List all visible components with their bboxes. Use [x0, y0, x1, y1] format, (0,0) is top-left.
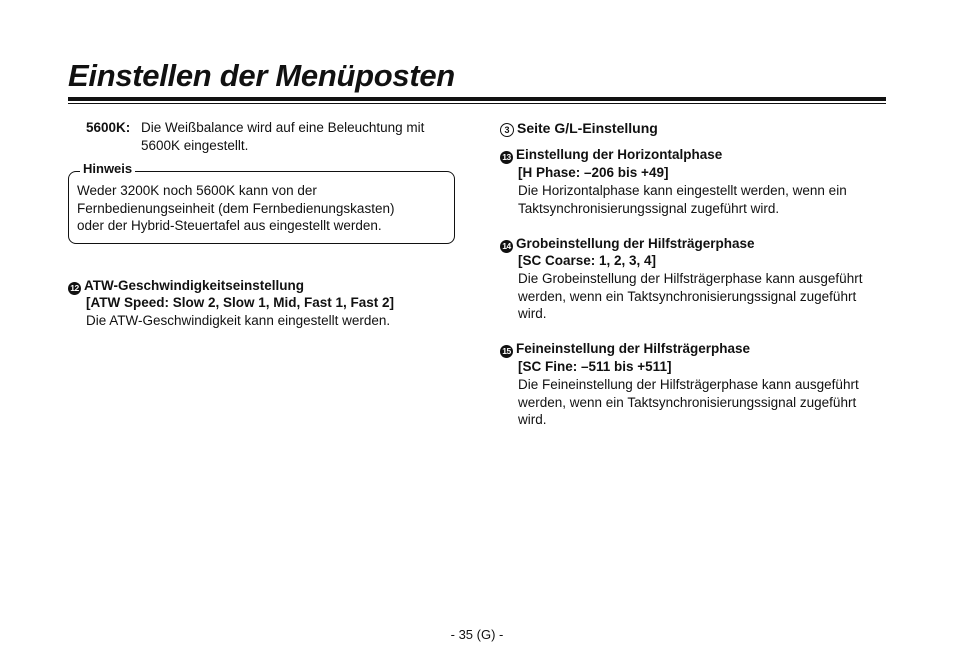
- item-13-heading: Einstellung der Horizontalphase: [516, 147, 723, 162]
- item-13-text: Die Horizontalphase kann eingestellt werden, wenn ein Taktsynchronisierungssignal zugeführt wird.: [518, 183, 847, 216]
- item-number-14-icon: 14: [500, 240, 513, 253]
- section-heading-line: [500, 120, 658, 138]
- k5600-label: 5600K:: [86, 120, 131, 135]
- item-number-13-icon: 13: [500, 151, 513, 164]
- atw-range: [ATW Speed: Slow 2, Slow 1, Mid, Fast 1, Fast 2]: [86, 295, 395, 310]
- item-15-heading-line: [500, 340, 750, 358]
- item-15-heading: Feineinstellung der Hilfsträgerphase: [516, 341, 751, 356]
- item-14-heading: Grobeinstellung der Hilfsträgerphase: [516, 236, 755, 251]
- hinweis-text: Weder 3200K noch 5600K kann von der Fernbedienungseinheit (dem Fernbedienungskasten) oder der Hybrid-Steuertafel aus eingestellt werden.: [77, 183, 395, 233]
- item-13-heading-line: [500, 146, 722, 164]
- hinweis-label: Hinweis: [80, 161, 135, 176]
- section-number-3-icon: 3: [500, 123, 514, 137]
- atw-heading-line: [68, 277, 304, 295]
- item-15-text: Die Feineinstellung der Hilfsträgerphase kann ausgeführt werden, wenn ein Taktsynchronisierungssignal zugeführt wird.: [518, 377, 859, 427]
- title-rule-thin: [68, 103, 886, 104]
- atw-text: Die ATW-Geschwindigkeit kann eingestellt werden.: [86, 313, 391, 328]
- item-14-heading-line: [500, 235, 755, 253]
- title-rule-thick: [68, 97, 886, 101]
- page-number: - 35 (G) -: [450, 627, 504, 642]
- page-title: Einstellen der Menüposten: [68, 58, 455, 93]
- item-number-12-icon: 12: [68, 282, 81, 295]
- k5600-text: Die Weißbalance wird auf eine Beleuchtung mit 5600K eingestellt.: [141, 120, 425, 153]
- item-14-range: [SC Coarse: 1, 2, 3, 4]: [518, 253, 657, 268]
- item-14-text: Die Grobeinstellung der Hilfsträgerphase kann ausgeführt werden, wenn ein Taktsynchronisierungssignal zugeführt wird.: [518, 271, 863, 321]
- item-15-range: [SC Fine: –511 bis +511]: [518, 359, 672, 374]
- atw-heading: ATW-Geschwindigkeitseinstellung: [84, 278, 305, 293]
- section-heading: Seite G/L-Einstellung: [517, 120, 658, 136]
- item-13-range: [H Phase: –206 bis +49]: [518, 165, 669, 180]
- item-number-15-icon: 15: [500, 345, 513, 358]
